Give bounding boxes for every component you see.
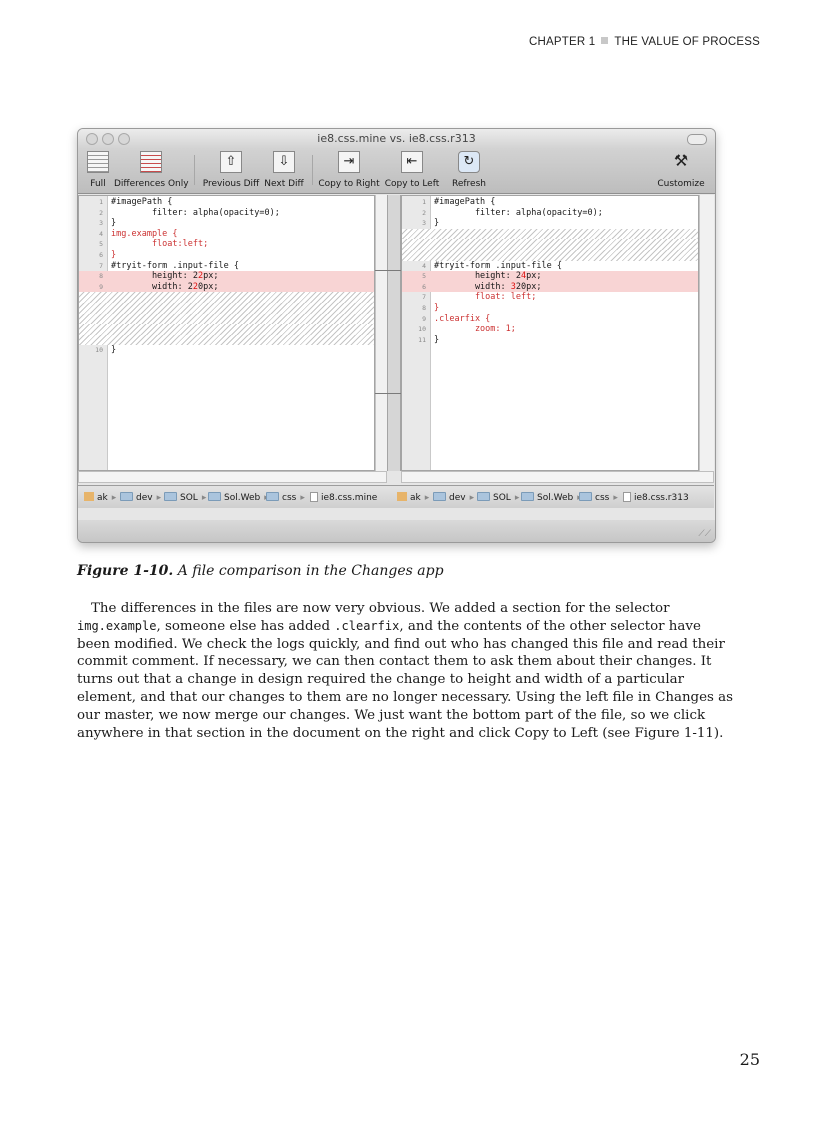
left-code-line[interactable]	[79, 314, 374, 325]
line-number: 3	[422, 219, 426, 228]
line-number: 6	[99, 250, 103, 259]
folder-icon	[521, 492, 534, 501]
copy-to-left-label: Copy to Left	[384, 179, 440, 189]
right-code-line[interactable]	[402, 197, 698, 208]
code-text: filter: alpha(opacity=0);	[111, 207, 280, 218]
code-text: }	[111, 218, 117, 229]
left-crumb-dev[interactable]: dev ▸	[120, 492, 161, 503]
right-path-bar	[387, 485, 714, 508]
home-icon	[84, 492, 94, 501]
chevron-right-icon: ▸	[201, 493, 207, 503]
right-crumb-ak[interactable]: ak ▸	[397, 492, 429, 503]
code-text: }	[434, 218, 440, 229]
right-vertical-scrollbar[interactable]	[699, 195, 714, 471]
line-number: 2	[99, 208, 103, 217]
left-horizontal-scrollbar[interactable]	[78, 471, 387, 483]
line-number: 8	[422, 303, 426, 312]
previous-diff-label: Previous Diff	[202, 179, 260, 189]
chevron-right-icon: ▸	[156, 493, 162, 503]
right-code-line[interactable]	[402, 229, 698, 240]
page-number: 25	[739, 1050, 760, 1069]
left-code-line[interactable]	[79, 271, 374, 282]
code-text: height: 22px;	[111, 271, 219, 282]
refresh-button[interactable]	[450, 151, 488, 189]
code-text: }	[111, 345, 117, 356]
inline-code-img-example: img.example	[77, 618, 157, 633]
chevron-right-icon: ▸	[514, 493, 520, 503]
line-number: 6	[422, 282, 426, 291]
copy-to-right-button[interactable]	[318, 151, 380, 189]
toolbar-separator	[312, 155, 313, 185]
left-code-line[interactable]	[79, 239, 374, 250]
toolbar-separator	[194, 155, 195, 185]
refresh-label: Refresh	[452, 179, 486, 189]
folder-icon	[433, 492, 446, 501]
code-text: zoom: 1;	[434, 324, 516, 335]
right-code-line[interactable]	[402, 261, 698, 272]
left-code-line[interactable]	[79, 261, 374, 272]
line-number: 7	[422, 293, 426, 302]
status-bar	[78, 520, 715, 542]
right-code-line[interactable]	[402, 239, 698, 250]
line-number: 8	[99, 272, 103, 281]
right-code-lines	[402, 197, 698, 345]
left-code-line[interactable]	[79, 324, 374, 335]
code-text: img.example {	[111, 228, 178, 239]
home-icon	[397, 492, 407, 501]
code-text: float:left;	[111, 239, 209, 250]
line-number: 7	[99, 261, 103, 270]
customize-button[interactable]	[656, 151, 706, 189]
right-horizontal-scrollbar[interactable]	[401, 471, 714, 483]
file-icon	[623, 492, 631, 502]
copy-to-left-button[interactable]	[383, 151, 441, 189]
title-bar	[78, 129, 715, 149]
right-code-line[interactable]	[402, 218, 698, 229]
left-code-line[interactable]	[79, 250, 374, 261]
left-vertical-scrollbar[interactable]	[375, 195, 387, 471]
right-code-line[interactable]	[402, 271, 698, 282]
diff-connector-line	[375, 270, 401, 271]
line-number: 9	[422, 314, 426, 323]
line-number: 5	[99, 240, 103, 249]
right-crumb-css[interactable]: css ▸	[579, 492, 618, 503]
left-code-line[interactable]	[79, 303, 374, 314]
left-code-line[interactable]	[79, 335, 374, 346]
code-text: }	[111, 249, 117, 260]
left-code-line[interactable]	[79, 292, 374, 303]
left-code-lines	[79, 197, 374, 356]
left-code-line[interactable]	[79, 208, 374, 219]
customize-label: Customize	[657, 179, 705, 189]
folder-icon	[208, 492, 221, 501]
full-button[interactable]	[84, 151, 112, 189]
chevron-right-icon: ▸	[111, 493, 117, 503]
right-code-line[interactable]	[402, 208, 698, 219]
folder-icon	[266, 492, 279, 501]
code-text: float: left;	[434, 292, 537, 303]
code-text: height: 24px;	[434, 271, 542, 282]
line-number: 11	[418, 335, 426, 344]
chevron-right-icon: ▸	[300, 493, 305, 503]
code-text: filter: alpha(opacity=0);	[434, 207, 603, 218]
file-icon	[310, 492, 318, 502]
code-text: #tryit-form .input-file {	[434, 260, 562, 271]
right-code-line[interactable]	[402, 292, 698, 303]
line-number: 1	[99, 198, 103, 206]
left-path-bar	[78, 485, 387, 508]
code-text: width: 320px;	[434, 281, 542, 292]
arrow-down-icon: ⇩	[273, 151, 295, 173]
line-number: 3	[99, 219, 103, 228]
line-number: 9	[99, 282, 103, 291]
right-code-line[interactable]	[402, 303, 698, 314]
folder-icon	[477, 492, 490, 501]
right-code-line[interactable]	[402, 335, 698, 346]
chevron-right-icon: ▸	[424, 493, 430, 503]
next-diff-button[interactable]	[263, 151, 305, 189]
left-crumb-sol[interactable]: SOL ▸	[164, 492, 206, 503]
copy-to-right-label: Copy to Right	[318, 179, 380, 189]
left-code-line[interactable]	[79, 197, 374, 208]
copy-right-icon: ⇥	[338, 151, 360, 173]
folder-icon	[579, 492, 592, 501]
changes-app-window	[77, 128, 716, 543]
left-code-line[interactable]	[79, 229, 374, 240]
code-text: .clearfix {	[434, 313, 491, 324]
toolbar	[78, 149, 715, 194]
separator-square-icon	[601, 37, 608, 44]
previous-diff-button[interactable]	[202, 151, 260, 189]
arrow-up-icon: ⇧	[220, 151, 242, 173]
differences-only-button[interactable]	[114, 151, 188, 189]
right-code-line[interactable]	[402, 324, 698, 335]
section-label: THE VALUE OF PROCESS	[614, 36, 760, 48]
right-code-line[interactable]	[402, 282, 698, 293]
window-title: ie8.css.mine vs. ie8.css.r313	[317, 132, 476, 145]
line-number: 2	[422, 208, 426, 217]
folder-icon	[164, 492, 177, 501]
refresh-icon: ↻	[458, 151, 480, 173]
right-crumb-dev[interactable]: dev ▸	[433, 492, 474, 503]
line-number: 4	[99, 229, 103, 238]
pane-divider[interactable]	[387, 195, 401, 471]
code-text: #imagePath {	[111, 197, 173, 207]
code-text: }	[434, 334, 440, 345]
figure-label: Figure 1-10.	[77, 563, 174, 579]
line-number: 10	[95, 346, 103, 355]
line-number: 4	[422, 261, 426, 270]
toolbar-toggle-icon[interactable]	[687, 134, 707, 145]
right-code-line[interactable]	[402, 314, 698, 325]
right-code-line[interactable]	[402, 250, 698, 261]
copy-left-icon: ⇤	[401, 151, 423, 173]
differences-only-label: Differences Only	[114, 179, 189, 189]
hammer-wrench-icon: ⚒	[673, 151, 689, 170]
diff-connector-line	[375, 393, 401, 394]
line-number: 10	[418, 325, 426, 334]
folder-icon	[120, 492, 133, 501]
full-label: Full	[90, 179, 106, 189]
chevron-right-icon: ▸	[469, 493, 475, 503]
left-crumb-file[interactable]: ie8.css.mine	[310, 492, 377, 503]
left-file-pane[interactable]	[78, 195, 375, 471]
resize-grip-icon[interactable]: ⟋⟋	[698, 529, 711, 539]
right-crumb-file[interactable]: ie8.css.r313	[623, 492, 689, 503]
code-text: #tryit-form .input-file {	[111, 260, 239, 271]
chevron-right-icon: ▸	[613, 493, 618, 503]
right-crumb-sol[interactable]: SOL ▸	[477, 492, 519, 503]
chapter-label: CHAPTER 1	[529, 36, 596, 48]
code-text: #imagePath {	[434, 197, 496, 207]
code-text: width: 220px;	[111, 281, 219, 292]
next-diff-label: Next Diff	[264, 179, 304, 189]
right-file-pane[interactable]	[401, 195, 699, 471]
left-code-line[interactable]	[79, 345, 374, 356]
figure-caption	[77, 563, 444, 579]
left-code-line[interactable]	[79, 282, 374, 293]
right-crumb-solweb[interactable]: Sol.Web	[521, 492, 582, 503]
line-number: 5	[422, 272, 426, 281]
body-paragraph: The differences in the files are now very obvious. We added a section for the selector img.example, someone else has added .clearfix, and the contents of the other selector have been modified. We check the logs quickly, and find out who has changed this file and read their commit comment. If necessary, we can then contact them to ask them about their changes. It turns out that a change in design required the change to height and width of a particular element, and that our changes to them are no longer necessary. Using the left file in Changes as our master, we now merge our changes. We just want the bottom part of the file, so we click anywhere in that section in the document on the right and click Copy to Left (see Figure 1-11).	[77, 601, 734, 741]
left-crumb-solweb[interactable]: Sol.Web	[208, 492, 269, 503]
left-crumb-ak[interactable]: ak ▸	[84, 492, 116, 503]
code-text: }	[434, 302, 440, 313]
line-number: 1	[422, 198, 426, 206]
left-crumb-css[interactable]: css ▸	[266, 492, 305, 503]
running-head	[529, 36, 760, 48]
left-code-line[interactable]	[79, 218, 374, 229]
figure-caption-text: A file comparison in the Changes app	[177, 563, 444, 579]
inline-code-clearfix: .clearfix	[334, 618, 400, 633]
full-view-icon	[87, 151, 109, 173]
differences-only-icon	[140, 151, 162, 173]
